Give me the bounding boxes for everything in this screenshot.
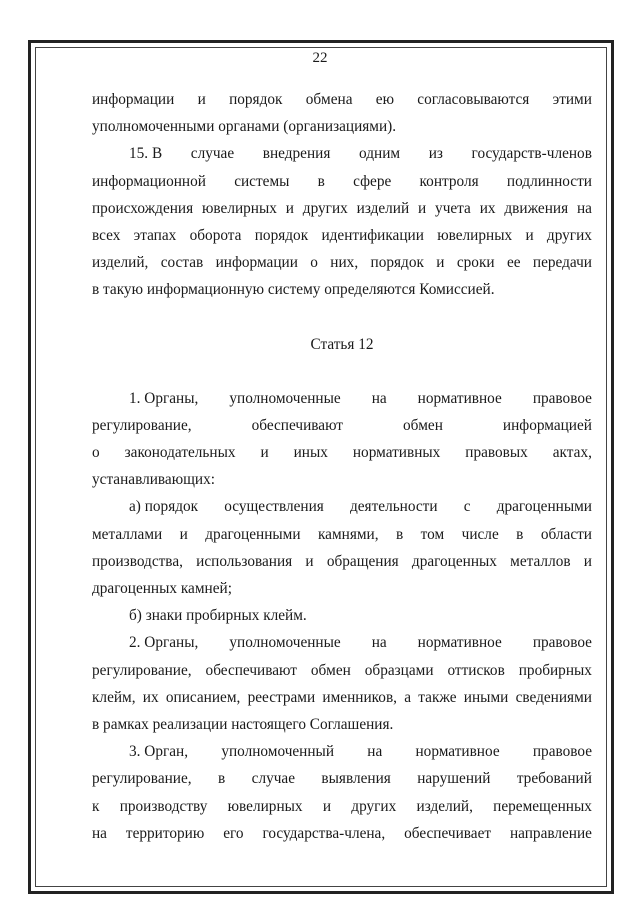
word: и xyxy=(260,444,269,462)
word: регулирование, xyxy=(92,661,192,679)
word: обмен xyxy=(310,661,351,679)
word: на xyxy=(371,634,387,652)
word: ее xyxy=(506,254,521,272)
word: и xyxy=(436,254,445,272)
word: регулирование, xyxy=(92,416,192,434)
word: в рамках реализации настоящего Соглашения. xyxy=(92,715,394,733)
word: нормативное xyxy=(417,634,502,652)
word: в xyxy=(317,172,325,190)
word: порядок xyxy=(254,226,309,244)
text-line xyxy=(92,412,592,439)
word: о xyxy=(310,254,318,272)
word: драгоценных камней; xyxy=(92,580,232,597)
word: к xyxy=(92,797,100,815)
text-line xyxy=(92,276,592,303)
word: 15. В xyxy=(129,145,163,163)
word: использования xyxy=(196,552,293,570)
word: сроки xyxy=(456,254,495,272)
word: также xyxy=(418,688,457,706)
word: территорию xyxy=(125,824,205,842)
text-line xyxy=(92,548,592,575)
text-line xyxy=(92,86,592,113)
word: образцами xyxy=(364,661,434,679)
word: правовое xyxy=(532,743,592,761)
word: выявления xyxy=(321,770,391,788)
word: а) порядок xyxy=(129,498,199,516)
word: нормативное xyxy=(415,743,500,761)
word: их xyxy=(479,199,496,217)
word: деятельности xyxy=(349,498,438,516)
paragraph xyxy=(92,385,592,494)
word: одним xyxy=(359,145,401,163)
text-line xyxy=(92,684,592,711)
word: описанием, xyxy=(165,688,241,706)
text-line xyxy=(92,439,592,466)
word: обращения xyxy=(326,552,399,570)
word: других xyxy=(546,226,592,244)
article-heading: Статья 12 xyxy=(310,335,374,353)
word: этими xyxy=(552,91,592,108)
word: государства-члена, xyxy=(262,824,386,842)
word: и xyxy=(525,226,534,244)
word: перемещенных xyxy=(493,797,592,815)
word: других xyxy=(351,797,397,815)
word: и xyxy=(583,552,592,570)
word: изделий, xyxy=(416,797,473,815)
word: б) знаки пробирных клейм. xyxy=(129,607,307,625)
text-line xyxy=(92,140,592,167)
word: уполномоченными органами (организациями). xyxy=(92,118,397,136)
word: обмен xyxy=(402,416,443,434)
word: и xyxy=(179,525,188,543)
word: них, xyxy=(330,254,359,272)
text-line xyxy=(92,657,592,684)
word: о xyxy=(92,444,100,462)
word: клейм, xyxy=(92,688,136,706)
word: подлинности xyxy=(506,172,592,190)
word: информации xyxy=(92,91,175,108)
text-line xyxy=(92,602,592,629)
text-line xyxy=(92,195,592,222)
word: числе xyxy=(461,525,499,543)
word: ювелирных xyxy=(227,797,303,815)
word: передачи xyxy=(532,254,592,272)
word: реестрами xyxy=(247,688,316,706)
document-body xyxy=(92,86,592,847)
word: камнями, xyxy=(317,525,379,543)
text-line xyxy=(92,575,592,602)
page-number: 22 xyxy=(312,50,328,66)
paragraph xyxy=(92,629,592,738)
word: на xyxy=(576,199,592,217)
word: с xyxy=(463,498,471,516)
word: ею xyxy=(375,91,394,108)
word: и xyxy=(197,91,206,108)
word: внедрения xyxy=(262,145,331,163)
word: уполномоченные xyxy=(229,389,341,407)
word: и xyxy=(305,552,314,570)
word: из xyxy=(428,145,443,163)
word: сведениями xyxy=(515,688,592,706)
word: иных xyxy=(293,444,328,462)
word: информационной xyxy=(92,172,206,190)
text-line xyxy=(92,466,592,493)
word: драгоценными xyxy=(205,525,301,543)
text-line xyxy=(92,493,592,520)
word: других xyxy=(302,199,348,217)
word: нормативное xyxy=(417,389,502,407)
word: уполномоченный xyxy=(221,743,335,761)
word: осуществления xyxy=(224,498,324,516)
word: 1. Органы, xyxy=(129,389,199,407)
text-line xyxy=(92,168,592,195)
word: на xyxy=(367,743,383,761)
paragraph xyxy=(92,738,592,847)
word: случае xyxy=(251,770,295,788)
word: порядок xyxy=(229,91,283,108)
paragraph xyxy=(92,86,592,140)
word: и xyxy=(418,199,427,217)
word: и xyxy=(322,797,332,815)
word: случае xyxy=(190,145,235,163)
word: изделий xyxy=(356,199,410,217)
text-line xyxy=(92,629,592,656)
text-line xyxy=(92,738,592,765)
word: всех xyxy=(92,226,121,244)
word: системы xyxy=(234,172,290,190)
word: иными xyxy=(463,688,509,706)
word: информацией xyxy=(502,416,592,434)
word: на xyxy=(92,824,107,842)
word: ювелирных xyxy=(201,199,277,217)
word: металлами xyxy=(92,525,163,543)
word: идентификации xyxy=(321,226,424,244)
word: происхождения xyxy=(92,199,194,217)
word: металлов xyxy=(510,552,571,570)
paragraph xyxy=(92,602,592,629)
word: порядок xyxy=(370,254,424,272)
word: учета xyxy=(435,199,471,217)
text-line xyxy=(92,222,592,249)
word: требований xyxy=(516,770,592,788)
word: именников, xyxy=(322,688,397,706)
word: а xyxy=(404,688,412,706)
word: производству xyxy=(119,797,208,815)
word: в xyxy=(218,770,226,788)
text-line xyxy=(92,711,592,738)
text-line xyxy=(92,521,592,548)
word: согласовываются xyxy=(417,91,530,108)
word: законодательных xyxy=(124,444,236,462)
word: пробирных xyxy=(518,661,592,679)
paragraph xyxy=(92,140,592,303)
text-line xyxy=(92,765,592,792)
word: актах, xyxy=(552,444,592,462)
text-line xyxy=(92,113,592,140)
word: регулирование, xyxy=(92,770,192,788)
word: на xyxy=(371,389,387,407)
text-line xyxy=(92,793,592,820)
word: движения xyxy=(504,199,569,217)
word: в xyxy=(396,525,404,543)
word: уполномоченные xyxy=(229,634,341,652)
word: производства, xyxy=(92,552,183,570)
word: их xyxy=(142,688,159,706)
word: государств-членов xyxy=(471,145,592,163)
text-line xyxy=(92,385,592,412)
word: в xyxy=(516,525,524,543)
word: правовое xyxy=(532,389,592,407)
word: обмена xyxy=(305,91,353,108)
word: контроля xyxy=(419,172,479,190)
word: драгоценных xyxy=(411,552,497,570)
word: том xyxy=(420,525,445,543)
text-line xyxy=(92,249,592,276)
word: информации xyxy=(215,254,298,272)
word: направление xyxy=(509,824,592,842)
word: нормативных xyxy=(352,444,441,462)
word: обеспечивают xyxy=(251,416,343,434)
text-line xyxy=(92,820,592,847)
word: этапах xyxy=(133,226,177,244)
word: обеспечивают xyxy=(205,661,297,679)
paragraph xyxy=(92,493,592,602)
word: сфере xyxy=(353,172,392,190)
word: 2. Органы, xyxy=(129,634,199,652)
word: состав xyxy=(160,254,204,272)
word: правовое xyxy=(532,634,592,652)
word: и xyxy=(285,199,294,217)
word: 3. Орган, xyxy=(129,743,189,761)
word: устанавливающих: xyxy=(92,471,216,489)
word: драгоценными xyxy=(496,498,592,516)
word: изделий, xyxy=(92,254,149,272)
word: его xyxy=(223,824,244,842)
word: обеспечивает xyxy=(404,824,492,842)
word: ювелирных xyxy=(437,226,513,244)
word: оттисков xyxy=(447,661,505,679)
word: правовых xyxy=(465,444,528,462)
word: области xyxy=(540,525,592,543)
word: оборота xyxy=(189,226,242,244)
word: в такую информационную систему определяются Комиссией. xyxy=(92,281,495,299)
word: нарушений xyxy=(417,770,491,788)
